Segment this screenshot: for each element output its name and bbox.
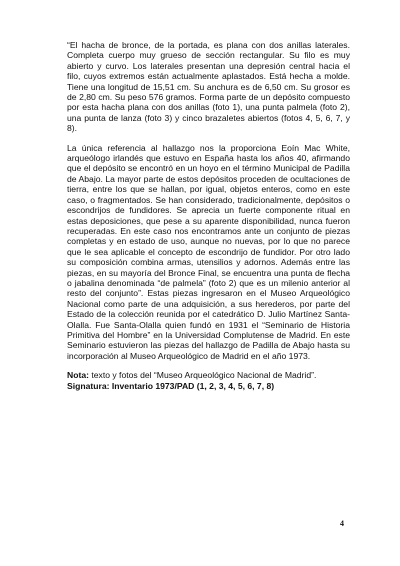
signature-value: Inventario 1973/PAD (1, 2, 3, 4, 5, 6, 7, 8): [111, 380, 275, 391]
signature-line: [67, 381, 350, 391]
note-line: [67, 370, 350, 380]
paragraph-reference: La única referencia al hallazgo nos la proporciona Eoín Mac White, arqueólogo irlandés que estuvo en España hasta los años 40, afirmando que el depósito se encontró en un hoyo en el término Municipal de Padilla de Abajo. La mayor parte de estos depósitos proceden de ocultaciones de tierra, entre los que se hallan, por igual, objetos enteros, como en este caso, o fragmentados. Se han considerado, tradicionalmente, depósitos o escondrijos de fundidores. Se aprecia un fuerte componente ritual en estas deposiciones, que pese a su aparente disponibilidad, nunca fueron recuperadas. En este caso nos encontramos ante un conjunto de piezas completas y en estado de uso, aunque no nuevas, por lo que no parece que le sea aplicable el concepto de escondrijo de fundidor. Por otro lado su composición combina armas, utensilios y adornos. Además entre las piezas, en su mayoría del Bronce Final, se encuentra una punta de flecha o jabalina denominada “de palmela” (foto 2) que es un milenio anterior al resto del conjunto”. Estas piezas ingresaron en el Museo Arqueológico Nacional como parte de una adquisición, a sus herederos, por parte del Estado de la colección reunida por el catedrático D. Julio Martínez Santa-Olalla. Fue Santa-Olalla quien fundó en 1931 el “Seminario de Historia Primitiva del Hombre” en la Universidad Complutense de Madrid. En este Seminario estuvieron las piezas del hallazgo de Padilla de Abajo hasta su incorporación al Museo Arqueológico de Madrid en el año 1973.: [67, 142, 350, 361]
signature-label: Signatura:: [67, 380, 112, 391]
note-text: texto y fotos del “Museo Arqueológico Nacional de Madrid”.: [88, 370, 317, 381]
paragraph-description: “El hacha de bronce, de la portada, es plana con dos anillas laterales. Completa cuerpo muy grueso de sección rectangular. Su filo es muy abierto y curvo. Los laterales presentan una depresión central hacia el filo, cuyos extremos están actualmente aplastados. Está hecha a molde. Tiene una longitud de 15,51 cm. Su anchura es de 6,50 cm. Su grosor es de 2,80 cm. Su peso 576 gramos. Forma parte de un depósito compuesto por esta hacha plana con dos anillas (foto 1), una punta palmela (foto 2), una punta de lanza (foto 3) y cinco brazaletes abiertos (fotos 4, 5, 6, 7, y 8).: [67, 40, 350, 134]
page-number: 4: [340, 519, 344, 528]
document-body: [67, 40, 350, 391]
note-label: Nota:: [67, 370, 89, 381]
